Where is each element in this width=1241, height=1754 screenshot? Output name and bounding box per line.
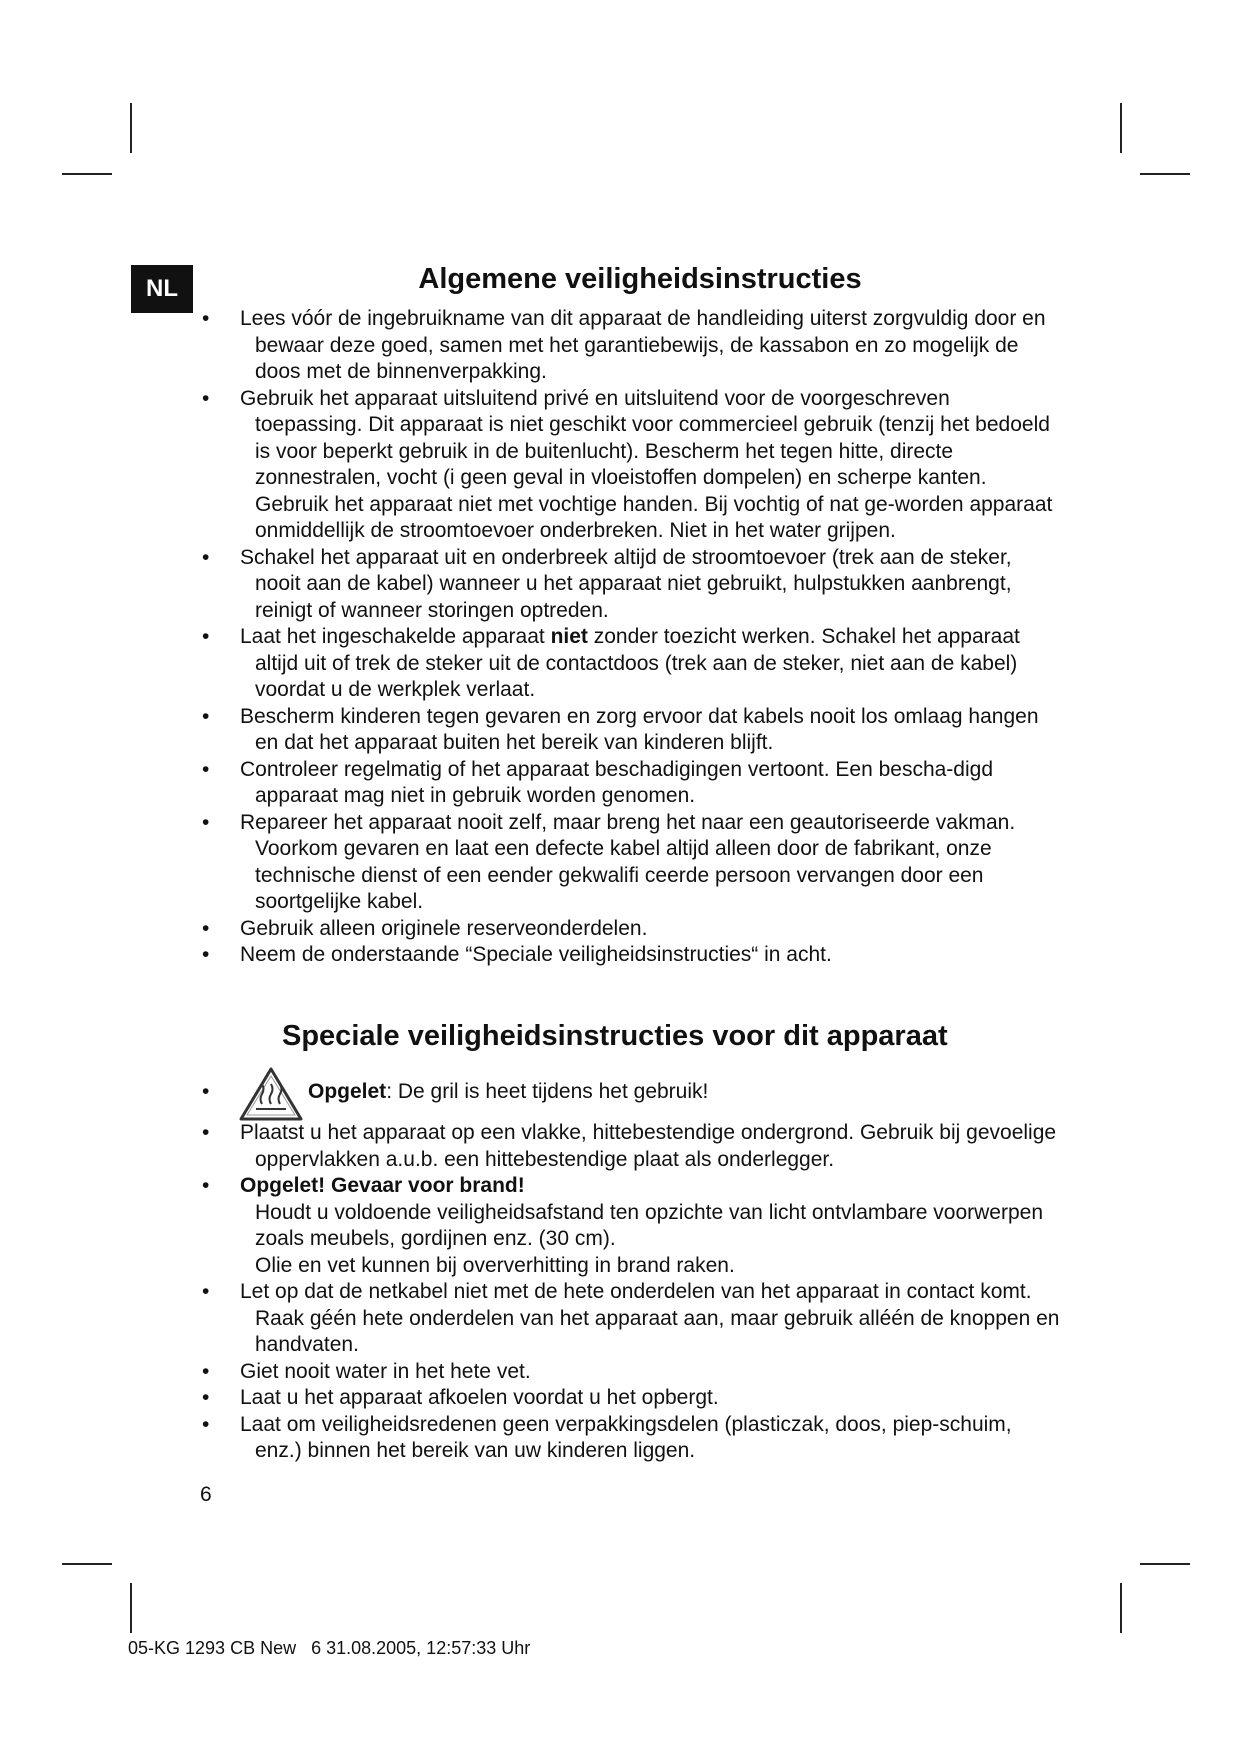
- crop-mark: [1120, 1583, 1122, 1633]
- list-item: • Opgelet! Gevaar voor brand! Houdt u voldoende veiligheidsafstand ten opzichte van licht ontvlambare voorwerpen zoals meubels, gordijnen enz. (30 cm). Olie en vet kunnen bij oververhitting in brand raken.: [202, 1174, 1043, 1277]
- list-item: • Gebruik alleen originele reserveonderdelen.: [202, 916, 648, 940]
- list-item: • Laat om veiligheidsredenen geen verpakkingsdelen (plasticzak, doos, piep-schuim, enz.) binnen het bereik van uw kinderen liggen.: [202, 1412, 1012, 1462]
- hot-surface-warning-icon: [238, 1066, 304, 1122]
- crop-mark: [62, 1563, 112, 1565]
- general-safety-list: [200, 306, 1060, 969]
- crop-mark: [1140, 173, 1190, 175]
- language-badge: NL: [131, 265, 193, 313]
- list-item: • Let op dat de netkabel niet met de hete onderdelen van het apparaat in contact komt. Raak géén hete onderdelen van het apparaat aan, maar gebruik alléén de knoppen en handvaten.: [202, 1280, 1060, 1356]
- list-item: • Repareer het apparaat nooit zelf, maar breng het naar een geautoriseerde vakman. Voorkom gevaren en laat een defecte kabel altijd alleen door de fabrikant, onze technische dienst of een eender gekwalifi ceerde persoon vervangen door een soortgelijke kabel.: [202, 810, 1016, 913]
- warning-text: Opgelet: De gril is heet tijdens het gebruik!: [308, 1080, 709, 1103]
- crop-mark: [130, 103, 132, 153]
- crop-mark: [1140, 1563, 1190, 1565]
- special-safety-list: [200, 1120, 1060, 1465]
- list-item: • Neem de onderstaande “Speciale veiligheidsinstructies“ in acht.: [202, 943, 832, 966]
- list-item: • Laat u het apparaat afkoelen voordat u het opbergt.: [202, 1386, 719, 1409]
- section-title-general: Algemene veiligheidsinstructies: [418, 263, 862, 295]
- page-content: [200, 258, 1060, 1462]
- list-item: • Laat het ingeschakelde apparaat niet zonder toezicht werken. Schakel het apparaat altijd uit of trek de steker uit de contactdoos (trek aan de steker, niet aan de kabel) voordat u de werkplek verlaat.: [202, 625, 1020, 701]
- crop-mark: [1120, 103, 1122, 153]
- section-title-special: Speciale veiligheidsinstructies voor dit apparaat: [282, 1020, 948, 1052]
- crop-mark: [62, 173, 112, 175]
- list-item: • Plaatst u het apparaat op een vlakke, hittebestendige ondergrond. Gebruik bij gevoelige oppervlakken a.u.b. een hittebestendige plaat als onderlegger.: [202, 1121, 1057, 1171]
- list-item: • Gebruik het apparaat uitsluitend privé en uitsluitend voor de voorgeschreven toepassing. Dit apparaat is niet geschikt voor commercieel gebruik (tenzij het bedoeld is voor beperkt gebruik in de buitenlucht). Bescherm het tegen hitte, directe zonnestralen, vocht (i geen geval in vloeistoffen dompelen) en scherpe kanten. Gebruik het apparaat niet met vochtige handen. Bij vochtig of nat ge-worden apparaat onmiddellijk de stroomtoevoer onderbreken. Niet in het water grijpen.: [202, 386, 1053, 542]
- hot-surface-warning: • Opgelet: De gril is heet tijdens het gebruik!: [200, 1066, 1060, 1122]
- list-item: • Bescherm kinderen tegen gevaren en zorg ervoor dat kabels nooit los omlaag hangen en dat het apparaat buiten het bereik van kinderen blijft.: [202, 704, 1039, 754]
- list-item: • Giet nooit water in het hete vet.: [202, 1359, 531, 1383]
- print-footer: 05-KG 1293 CB New 6 31.08.2005, 12:57:33 Uhr: [128, 1638, 531, 1658]
- list-item: • Lees vóór de ingebruikname van dit apparaat de handleiding uiterst zorgvuldig door en bewaar deze goed, samen met het garantiebewijs, de kassabon en zo mogelijk de doos met de binnenverpakking.: [202, 307, 1046, 383]
- special-safety-section: [200, 1066, 1060, 1465]
- crop-mark: [130, 1583, 132, 1633]
- page-number: 6: [200, 1483, 212, 1506]
- list-item: • Controleer regelmatig of het apparaat beschadigingen vertoont. Een bescha-digd apparaat mag niet in gebruik worden genomen.: [202, 757, 993, 807]
- list-item: • Schakel het apparaat uit en onderbreek altijd de stroomtoevoer (trek aan de steker, nooit aan de kabel) wanneer u het apparaat niet gebruikt, hulpstukken aanbrengt, reinigt of wanneer storingen optreden.: [202, 545, 1012, 622]
